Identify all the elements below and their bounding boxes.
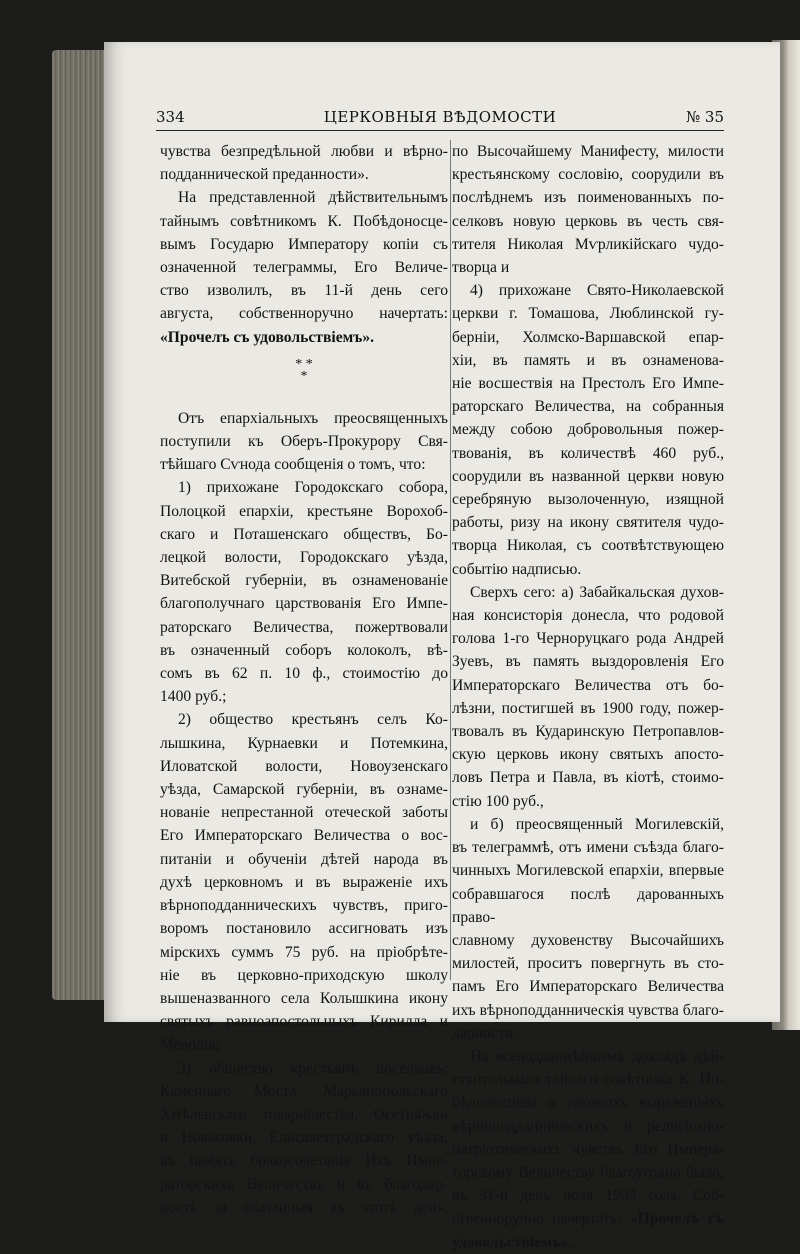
text-line: въ означенный соборъ колоколъ, вѣ- — [160, 641, 448, 659]
text-line: ловъ Петра и Павла, въ кіотѣ, стоимо- — [452, 769, 724, 787]
text-line: сомъ въ 62 п. 10 ф., стоимостію до — [160, 665, 448, 683]
text-line: Хмѣлевскаго товарищества, Осетняжки — [160, 1105, 448, 1123]
page-header — [156, 104, 724, 128]
text-line: Отъ епархіальныхъ преосвященныхъ — [178, 409, 448, 427]
text-line: ніе восшествія на Престолъ Его Импе- — [452, 375, 724, 393]
text-line: чинныхъ Могилевской епархіи, впервые — [452, 862, 724, 880]
text-line: твованія, въ количествѣ 460 руб., — [452, 444, 724, 462]
text-line: собравшагося послѣ дарованныхъ право- — [452, 885, 724, 926]
text-line: работы, ризу на икону святителя чудо- — [452, 514, 724, 532]
asterism-bottom: * — [300, 368, 308, 384]
text-line: питаніи и обученіи дѣтей народа въ — [160, 850, 448, 868]
text-line: по Высочайшему Манифесту, милости — [452, 143, 724, 160]
text-line: въ память бракосочетанія Ихъ Импе- — [160, 1152, 448, 1170]
text-line: бѣдоносцева о таковыхъ выраженіяхъ — [452, 1094, 724, 1112]
text-line — [452, 1207, 724, 1230]
text-line: милостей, проситъ повергнуть въ сто- — [452, 955, 724, 973]
text-line: августа, собственноручно начертать: — [160, 305, 448, 323]
text-line: и Новаковки, Елисаветградскаго уѣзда, — [160, 1129, 448, 1147]
column-divider — [450, 140, 451, 980]
issue-number: № 35 — [685, 108, 724, 126]
text-line: церкви г. Томашова, Люблинской гу- — [452, 305, 724, 323]
text-line: тителя Николая Мѵрликійскаго чудо- — [452, 235, 724, 253]
text-line: лѣзни, постигшей въ 1900 году, пожер- — [452, 699, 724, 717]
text-line: 4) прихожане Свято-Николаевской — [470, 282, 724, 300]
text-line: Меѳодія; — [160, 1036, 220, 1054]
paragraph-emperor-response — [160, 186, 448, 348]
text-line: Иловатской волости, Новоузенскаго — [160, 757, 448, 775]
text-line: Витебской губерніи, въ ознаменованіе — [160, 572, 448, 590]
text-line: патріотическихъ чувствъ Его Импера- — [452, 1140, 724, 1158]
text-line: Каменнаго Моста, Марьянопольскаго — [160, 1082, 448, 1100]
text-line: Полоцкой епархіи, крестьяне Ворохоб- — [160, 502, 448, 520]
text-line: между собою добровольныя пожер- — [452, 421, 724, 439]
asterism-top: * * — [295, 356, 313, 372]
text-line: событію надписью. — [452, 560, 582, 578]
text-line: берніи, Холмско-Варшавской епар- — [452, 328, 724, 346]
text-line: означенной телеграммы, Его Величе- — [160, 259, 448, 277]
text-line: ная консисторія донесла, что родовой — [452, 607, 724, 625]
text-line: ство изволилъ, въ 11-й день сего — [160, 282, 448, 300]
text-line: ніе въ церковно-приходскую школу — [160, 966, 448, 984]
text-line: ихъ вѣрноподданническія чувства благо- — [452, 1001, 724, 1019]
text-line: раторскихъ Величествъ и въ благодар- — [160, 1175, 448, 1193]
text-line: 1400 руб.; — [160, 688, 227, 706]
text-line: раторскаго Величества, пожертвовали — [160, 618, 448, 636]
text-line: памъ Его Императорскаго Величества — [452, 978, 724, 996]
text-line: поступили къ Оберъ-Прокурору Свя- — [160, 433, 448, 451]
text-line: вышеназванного села Колышкина икону — [160, 989, 448, 1007]
paragraph-report-resolution — [452, 1045, 724, 1254]
text-line: ность за оказанныя въ этотъ день, — [160, 1198, 448, 1216]
paragraph-item-3 — [160, 1057, 448, 1219]
text-line: творца Николая, съ соотвѣтствующею — [452, 537, 724, 555]
paragraph-item-2 — [160, 708, 448, 1056]
text-line: твовалъ въ Кударинскую Петропавлов- — [452, 723, 724, 741]
text-line: вымъ Государю Императору копіи съ — [160, 235, 448, 253]
text-line: творца и — [452, 259, 510, 277]
paragraph-loyal-feelings — [160, 140, 448, 186]
text-line: тайнымъ совѣтникомъ К. Побѣдоносце- — [160, 212, 448, 230]
text-line: Зуевъ, въ память выздоровленія Его — [452, 653, 724, 671]
text-line: воромъ постановило ассигновать изъ — [160, 920, 448, 938]
document-page — [104, 42, 780, 1251]
text-line: въ телеграммѣ, отъ имени съѣзда благо- — [452, 839, 724, 857]
emperor-resolution-part: удовольствіемъ». — [452, 1233, 573, 1251]
text-line: 2) общество крестьянъ селъ Ко- — [178, 711, 448, 729]
text-line: скую церковь икону святыхъ апосто- — [452, 746, 724, 764]
paragraph-addition-b — [452, 813, 724, 1045]
text-line: Его Императорскаго Величества о вос- — [160, 827, 448, 845]
text-line: благополучнаго царствованія Его Импе- — [160, 595, 448, 613]
text-line: чувства безпредѣльной любви и вѣрно- — [160, 143, 448, 160]
emperor-resolution: «Прочелъ съ удовольствіемъ». — [160, 328, 375, 346]
text-line: соорудили въ названной церкви новую — [452, 467, 724, 485]
text-line: нованіе непрестанной отеческой заботы — [160, 804, 448, 822]
text-line: вѣрноподданническихъ и религіозно- — [452, 1117, 724, 1135]
text-line: хіи, въ память и въ ознаменова- — [452, 351, 724, 369]
paragraph-item-3-continued — [452, 140, 724, 279]
paragraph-reports-intro — [160, 407, 448, 477]
text-line: лышкина, Курнаевки и Потемкина, — [160, 734, 448, 752]
text-line: 1) прихожане Городокскаго собора, — [178, 479, 448, 497]
text-line: голова 1-го Черноруцкаго рода Андрей — [452, 630, 724, 648]
header-rule — [156, 130, 724, 131]
text-line: ствительнаго тайнаго совѣтника К. По- — [452, 1071, 724, 1089]
text-line: уѣзда, Самарской губерніи, въ ознаме- — [160, 781, 448, 799]
text-line: На представленной дѣйствительнымъ — [178, 189, 448, 207]
text-line: и б) преосвященный Могилевскій, — [470, 815, 724, 833]
text-line: подданнической преданности». — [160, 166, 369, 184]
text-line: вѣрноподданническихъ чувствъ, пригo- — [160, 897, 448, 915]
text-line: 3) общество крестьянъ поселковъ: — [178, 1059, 448, 1077]
text-line: Императорскаго Величества отъ бо- — [452, 676, 724, 694]
text-line: въ 31-й день іюля 1903 года, Соб- — [452, 1187, 724, 1205]
emperor-resolution-part: «Прочелъ съ — [629, 1210, 724, 1228]
paragraph-item-1 — [160, 476, 448, 708]
text-line: скаго и Поташенскаго обществъ, Бо- — [160, 525, 448, 543]
paragraph-item-4 — [452, 279, 724, 581]
text-line: тѣйшаго Сѵнода сообщенія о томъ, что: — [160, 456, 426, 474]
journal-title: ЦЕРКОВНЫЯ ВѢДОМОСТИ — [323, 108, 557, 126]
right-column — [452, 140, 724, 1254]
text-line: На всеподданнѣйшемъ докладѣ дѣй- — [470, 1047, 724, 1065]
text-line: святыхъ равноапостольныхъ Кирилла и — [160, 1013, 448, 1031]
text-line: торскому Величеству благоугодно было, — [452, 1163, 724, 1181]
text-line: крестьянскому сословію, соорудили въ — [452, 166, 724, 184]
left-column — [160, 140, 448, 1219]
text-line: лецкой волости, Городокскаго уѣзда, — [160, 549, 448, 567]
text-line: послѣднемъ изъ поименованныхъ по- — [452, 189, 724, 207]
page-number: 334 — [156, 108, 185, 126]
text-fragment: ственноручно начертать: — [452, 1210, 622, 1228]
text-line: Сверхъ сего: а) Забайкальская духов- — [470, 583, 724, 601]
text-line: мірскихъ суммъ 75 руб. на пріобрѣте- — [160, 943, 448, 961]
asterism-separator — [160, 349, 448, 407]
text-line: стію 100 руб., — [452, 792, 544, 810]
text-line: селковъ новую церковь въ честь свя- — [452, 212, 724, 230]
text-line: серебряную вызолоченную, изящной — [452, 491, 724, 509]
text-line: дарности. — [452, 1024, 518, 1042]
text-line: духѣ церковномъ и въ выраженіе ихъ — [160, 873, 448, 891]
text-line: раторскаго Величества, на собранныя — [452, 398, 724, 416]
paragraph-addition-a — [452, 581, 724, 813]
text-line: славному духовенству Высочайшихъ — [452, 931, 724, 949]
